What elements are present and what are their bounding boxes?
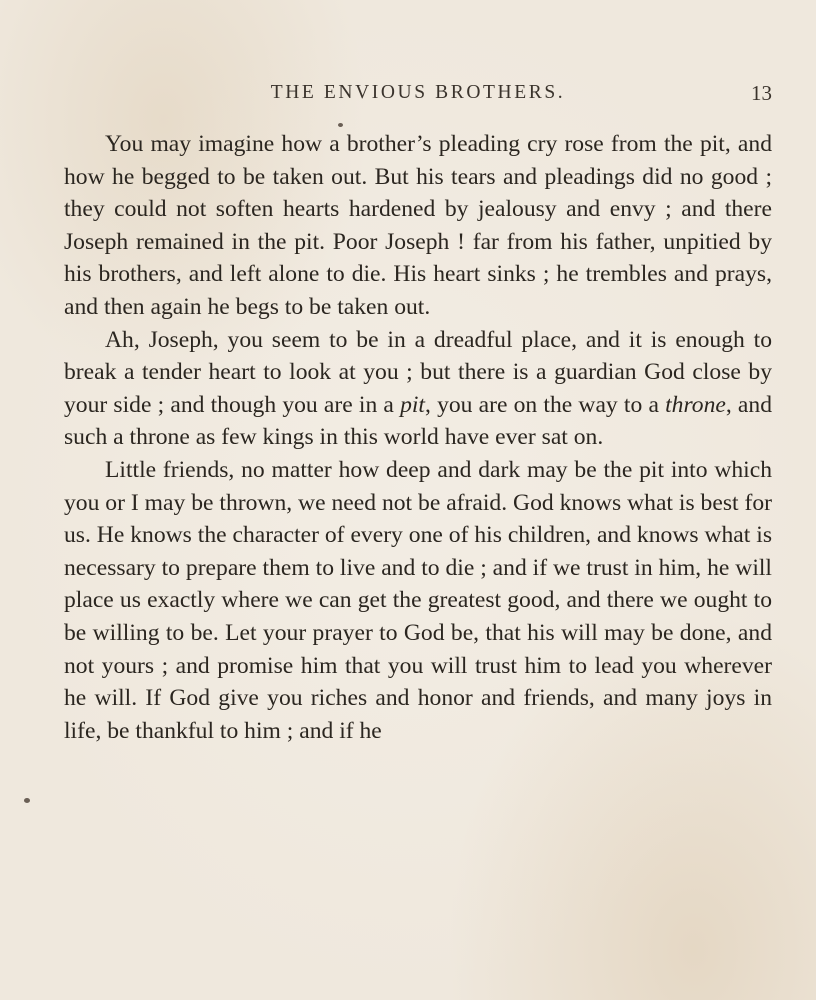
italic-word-pit: pit [400, 391, 425, 418]
paragraph-text: Little friends, no matter how deep and dark may be the pit into which you or I may be thrown, we need not be afraid. God knows what is best for us. He knows the character of every one of his children, and knows what is necessary to prepare them to live and to die ; and if we trust in him, he will place us exactly where we can get the greatest good, and there we ought to be willing to be. Let your prayer to God be, that his will may be done, and not yours ; and promise him that you will trust him to lead you wherever he will. If God give you riches and honor and friends, and many joys in life, be thankful to him ; and if he [64, 456, 772, 744]
paragraph [64, 128, 772, 324]
paragraph-text: , and such a throne as few kings in this world have ever sat on. [64, 391, 772, 451]
ink-speck [24, 798, 30, 803]
paragraph-text: , you are on the way to a [425, 391, 666, 418]
paragraph [64, 454, 772, 747]
running-head [64, 80, 772, 110]
ink-speck [338, 123, 343, 127]
paragraph-text: You may imagine how a brother’s pleading cry rose from the pit, and how he begged to be taken out. But his tears and pleadings did no good ; they could not soften hearts hardened by jealousy and envy ; and there Joseph remained in the pit. Poor Joseph ! far from his father, unpitied by his brothers, and left alone to die. His heart sinks ; he trembles and prays, and then again he begs to be taken out. [64, 131, 772, 320]
paragraph-text: Ah, Joseph, you seem to be in a dreadful place, and it is enough to break a tender heart to look at you ; but there is a guardian God close by your side ; and though you are in a [64, 326, 772, 418]
paragraph [64, 324, 772, 454]
running-title: THE ENVIOUS BROTHERS. [270, 82, 566, 103]
italic-word-throne: throne [665, 391, 726, 418]
page-number: 13 [751, 81, 772, 105]
body-text [64, 128, 772, 747]
